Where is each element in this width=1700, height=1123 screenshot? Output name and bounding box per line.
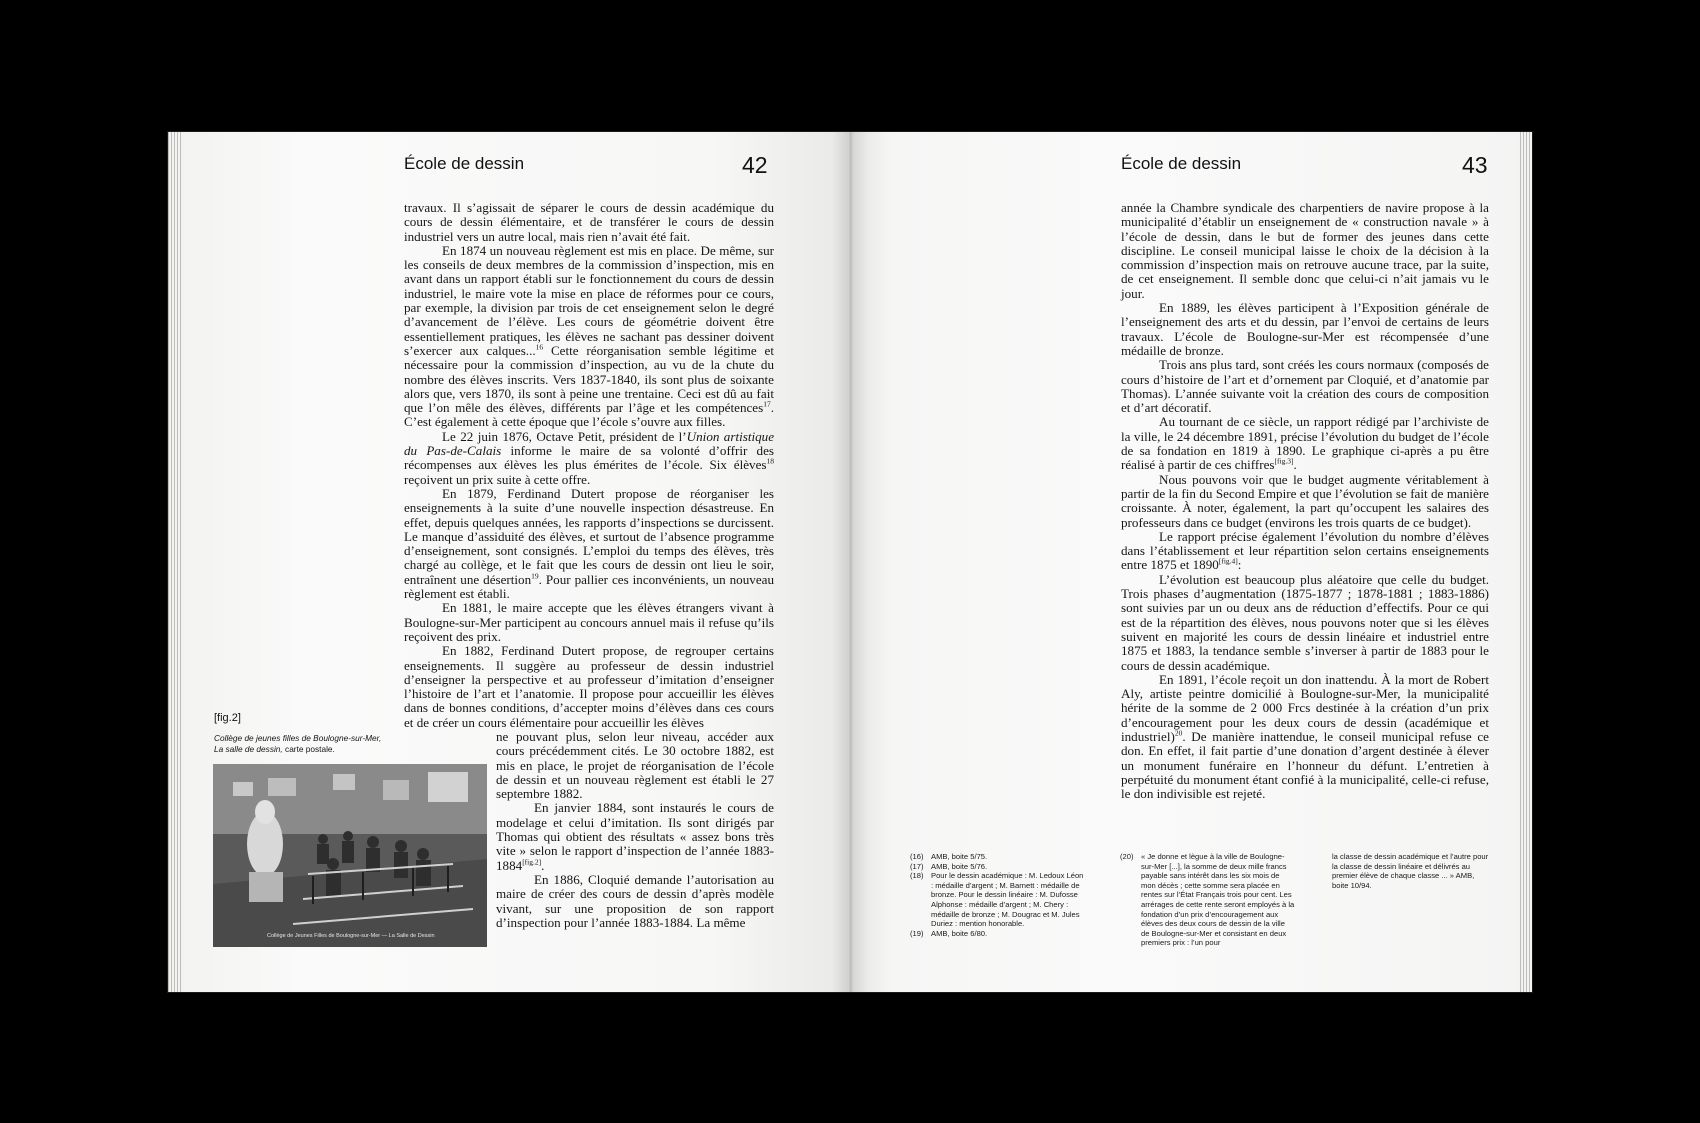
- paragraph: L’évolution est beaucoup plus aléatoire que celle du budget. Trois phases d’augmentation (1875-1877 ; 1878-1881 ; 1883-1886) sont suivies par un ou deux ans de réduction d’effectifs. Pour ce qui est de la répartition des élèves, nous pouvons noter que si les élèves suivent en majorité les cours de dessin linéaire et industriel entre 1875 et 1883, la tendance semble s’inverser à partir de 1883 pour le cours de dessin académique.: [1121, 571, 1489, 673]
- paragraph: En 1882, Ferdinand Dutert propose, de regrouper certains enseignements. Il suggère au professeur de dessin industriel d’enseigner la perspective et au professeur d’imitation d’enseigner l’histoire de l’art et l’anatomie. Il propose pour accueillir les élèves dans de bonnes conditions, d’accepter moins d’élèves dans ces cours et de créer un cours élémentaire pour accueillir les élèves: [404, 643, 774, 730]
- figure-caption: Collège de jeunes filles de Boulogne-sur-Mer, La salle de dessin, carte postale.: [214, 733, 382, 754]
- page-edge-left: [168, 132, 182, 992]
- paragraph: En 1879, Ferdinand Dutert propose de réorganiser les enseignements à la suite d’une nouvelle inspection désastreuse. En effet, depuis quelques années, les rapports d’inspections se durcissent. Le manque d’assiduité des élèves, et surtout de l’absence programme d’enseignement, sont consignés. L’emploi du temps des élèves, très chargé au collège, et le fait que les cours de dessin ont lieu le soir, entraînent une désertion$^{19}$. Pour pallier ces inconvénients, un nouveau règlement est établi.: [404, 485, 774, 602]
- paragraph: année la Chambre syndicale des charpentiers de navire propose à la municipalité d’établir un enseignement de « construction navale » à l’école de dessin, dans le but de former des jeunes dans cette discipline. Le conseil municipal laisse le choix de la décision à la commission d’inspection mais on retrouve aucune trace, par la suite, de cet enseignement. Il semble donc que celui-ci n’ait jamais vu le jour.: [1121, 200, 1489, 301]
- running-head-left: École de dessin: [404, 154, 525, 173]
- paragraph: Au tournant de ce siècle, un rapport rédigé par l’archiviste de la ville, le 24 décembre 1891, précise l’évolution du budget de l’école de sa fondation en 1819 à 1890. Le graphique ci-après a pu être réalisé à partir de ces chiffres[fig.3].: [1121, 414, 1489, 473]
- paragraph: En janvier 1884, sont instaurés le cours de modelage et celui d’imitation. Ils sont dirigés par Thomas qui obtient des résultats « assez bons très vite » selon le rapport d’inspection de l’année 1883-1884[fig.2].: [496, 800, 774, 873]
- footnote-ref[interactable]: 20: [1174, 728, 1183, 738]
- paragraph: En 1874 un nouveau règlement est mis en place. De même, sur les conseils de deux membres de la commission d’inspection, mis en avant dans un rapport établi sur le fonctionnement du cours de dessin industriel, le maire vote la mise en place de réformes pour ce cours, par exemple, la division par trois de cet enseignement selon le degré d’avancement de l’élève. Les cours de géométrie doivent être essentiellement pratiques, les élèves ne sachant pas dessiner doivent s’exercer aux calques...$^{16}$ Cette réorganisation semble légitime et nécessaire pour la commission d’inspection, au vu de la chute du nombre des élèves inscrits. Vers 1837-1840, ils sont plus de soixante alors que, vers 1870, ils sont à peine une trentaine. Ceci est dû au fait que l’on mêle des élèves, différents par l’âge et les compétences$^{17}$. C’est également à cette époque que l’école s’ouvre aux filles.: [404, 242, 774, 430]
- figure-ref[interactable]: [fig.3]: [1274, 456, 1294, 466]
- figure-ref[interactable]: [fig.4]: [1218, 557, 1238, 567]
- footnote-continued: la classe de dessin académique et l’autre pour la classe de dessin linéaire et délivrés au premier élève de chaque classe ... » AMB, boite 10/94.: [1332, 852, 1489, 890]
- page-number-right: 43: [1462, 152, 1488, 178]
- footnotes-column-2: [1120, 852, 1295, 948]
- figure-label: [fig.2]: [214, 712, 241, 724]
- footnote: (16) AMB, boite 5/75.: [910, 852, 988, 861]
- paragraph: En 1891, l’école reçoit un don inattendu. À la mort de Robert Aly, artiste peintre domicilié à Boulogne-sur-Mer, la municipalité hérite de la somme de 2 000 Frcs destinée à la création d’un prix d’encouragement pour les deux cours de dessin (académique et industriel)$^{20}$. De manière inattendue, le conseil municipal refuse ce don. En effet, il fait partie d’une donation d’argent destinée à élever un monument funéraire en l’honneur du défunt. L’entretien à perpétuité du monument étant confié à la municipalité, celle-ci refuse, le don indivisible est rejeté.: [1121, 671, 1489, 802]
- paragraph: En 1886, Cloquié demande l’autorisation au maire de créer des cours de dessin d’après modèle vivant, sur une proposition de son rapport d’inspection pour l’année 1883-1884. La même: [496, 871, 774, 930]
- paragraph: Le rapport précise également l’évolution du nombre d’élèves dans l’établissement et leur répartition selon certains enseignements entre 1875 et 1890[fig.4]:: [1121, 528, 1489, 573]
- page-number-left: 42: [742, 152, 768, 178]
- footnote: (20) « Je donne et lègue à la ville de Boulogne-sur-Mer [...], la somme de deux mille francs payable sans intérêt dans les six mois de mon décès ; cette somme sera placée en rentes sur l’État Français trois pour cent. Les arrérages de cette rente seront employés à la fondation d’un prix d’encouragement aux élèves des deux cours de dessin de la ville de Boulogne-sur-Mer et consistant en deux premiers prix : l’un pour: [1120, 852, 1295, 948]
- right-body-text: [1121, 201, 1489, 801]
- page-edge-right: [1518, 132, 1532, 992]
- running-head-right: École de dessin: [1121, 154, 1242, 173]
- footnotes-column-3: [1332, 852, 1492, 890]
- photo-caption: Collège de Jeunes Filles de Boulogne-sur-Mer — La Salle de Dessin: [267, 933, 435, 939]
- classroom-photo-illustration: [213, 764, 487, 947]
- paragraph: Le 22 juin 1876, Octave Petit, président de l’Union artistique du Pas-de-Calais informe le maire de sa volonté d’offrir des récompenses aux élèves les plus émérites de l’école. Six élèves$^{18}$ reçoivent un prix suite à cette offre.: [404, 428, 775, 487]
- paragraph: En 1881, le maire accepte que les élèves étrangers vivant à Boulogne-sur-Mer participent au concours annuel mais il refuse qu’ils reçoivent des prix.: [404, 600, 774, 644]
- wrapped-text-block: [496, 730, 774, 930]
- paragraph: Nous pouvons voir que le budget augmente véritablement à partir de la fin du Second Empire et que l’évolution se fait de manière croissante. À noter, également, la part qu’occupent les salaires des professeurs dans ce budget (environs les trois quarts de ce budget).: [1121, 471, 1489, 530]
- figure-ref[interactable]: [fig.2]: [522, 857, 542, 867]
- footnote-ref[interactable]: 16: [535, 342, 544, 352]
- footnote: (18) Pour le dessin académique : M. Ledoux Léon : médaille d’argent ; M. Barnett : médaille de bronze. Pour le dessin linéaire : M. Dufosse Alphonse : médaille d’argent ; M. Chery : médaille de bronze ; M. Dougrac et M. Jules Duriez : mention honorable.: [910, 871, 1084, 929]
- footnote: (17) AMB, boite 5/76.: [910, 861, 988, 871]
- classroom-photo: [213, 764, 487, 947]
- footnotes-column-1: [910, 852, 1085, 938]
- paragraph: ne pouvant plus, selon leur niveau, accéder aux cours précédemment cités. Le 30 octobre 1882, est mis en place, le projet de réorganisation de l’école de dessin et un nouveau règlement est établi le 27 septembre 1882.: [496, 728, 774, 802]
- left-page: [168, 132, 848, 992]
- footnote-ref[interactable]: 19: [531, 571, 539, 581]
- right-page: [850, 132, 1532, 992]
- paragraph: Trois ans plus tard, sont créés les cours normaux (composés de cours d’histoire de l’art et d’ornement par Cloquié, et d’anatomie par Thomas). L’année suivante voit la création des cours de composition et d’art décoratif.: [1121, 357, 1489, 416]
- paragraph: En 1889, les élèves participent à l’Exposition générale de l’enseignement des arts et du dessin, par l’envoi de certains de leurs travaux. L’école de Boulogne-sur-Mer est récompensée d’une médaille de bronze.: [1121, 300, 1489, 358]
- book-spread: [168, 132, 1532, 992]
- paragraph: travaux. Il s’agissait de séparer le cours de dessin académique du cours de dessin élémentaire, et de transférer le cours de dessin industriel vers un autre local, mais rien n’avait été fait.: [404, 200, 774, 244]
- footnote-ref[interactable]: 17: [763, 399, 771, 409]
- footnote-ref[interactable]: 18: [766, 456, 774, 466]
- footnote: (19) AMB, boite 6/80.: [910, 928, 988, 938]
